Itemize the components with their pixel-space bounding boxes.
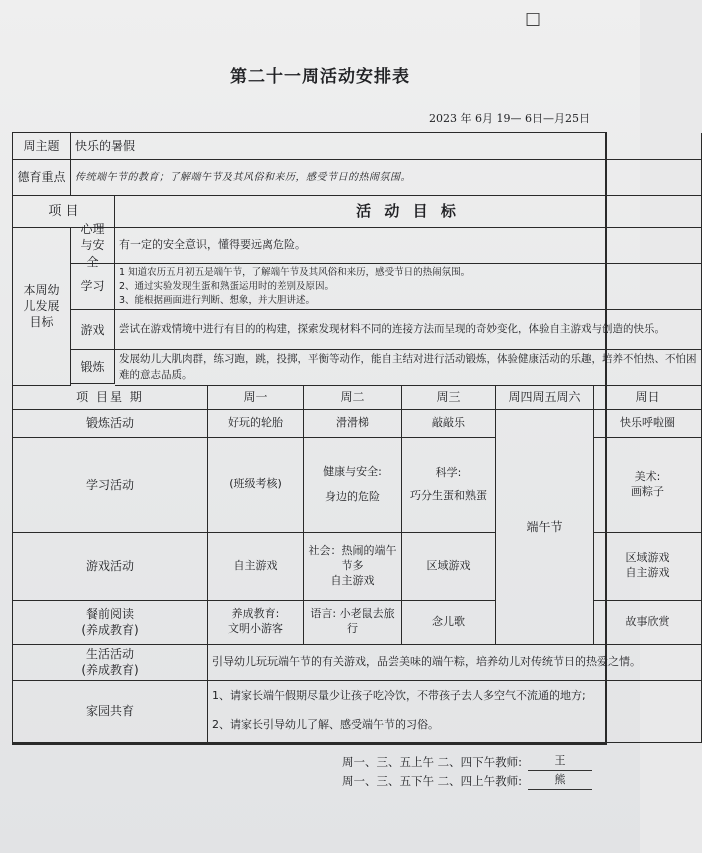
- life-label: [13, 645, 208, 681]
- reading-label-sub: (养成教育): [81, 623, 139, 638]
- home-text: [208, 681, 702, 743]
- holiday-cell: 端午节: [496, 410, 594, 645]
- goal-label-study: 学习: [71, 264, 115, 310]
- schedule-sheet: [12, 132, 697, 745]
- exercise-sun: 快乐呼啦圈: [594, 410, 702, 438]
- exercise-label: 锻炼活动: [13, 410, 208, 438]
- home-line-2: 2、请家长引导幼儿了解、感受端午节的习俗。: [212, 718, 439, 732]
- game-sun-free: 自主游戏: [625, 566, 670, 580]
- home-line-1: 1、请家长端午假期尽量少让孩子吃冷饮，不带孩子去人多空气不流通的地方;: [212, 689, 586, 703]
- footer-line-1: [342, 752, 592, 771]
- study-wed-subject: 科学:: [435, 465, 462, 479]
- footer-line-2: [342, 771, 592, 790]
- header-thu-sat: 周四周五周六: [496, 386, 594, 410]
- page-title: 第二十一周活动安排表: [230, 67, 410, 87]
- moral-label: 德育重点: [13, 160, 71, 196]
- study-mon: (班级考核): [208, 438, 304, 533]
- reading-mon-topic: 文明小游客: [228, 622, 283, 636]
- game-tue-free: 自主游戏: [330, 573, 375, 587]
- study-sun: [594, 438, 702, 533]
- home-label: 家园共育: [13, 681, 208, 743]
- reading-mon: [208, 601, 304, 645]
- study-wed: [402, 438, 496, 533]
- goal-text-exercise: 发展幼儿大肌肉群，练习跑，跳，投掷，平衡等动作，能自主结对进行活动锻炼，体验健康活动的乐趣，培养不怕热、不怕困难的意志品质。: [115, 350, 702, 385]
- theme-value: 快乐的暑假: [71, 133, 702, 160]
- goal-text-study: [115, 264, 702, 310]
- goal-text-game: 尝试在游戏情境中进行有目的的构建，探索发现材料不同的连接方法而呈现的奇妙变化，体验自主游戏与创造的快乐。: [115, 310, 702, 350]
- teacher-footer: [342, 752, 592, 790]
- reading-tue: 语言: 小老鼠去旅行: [304, 601, 402, 645]
- corner-mark: ☐: [525, 10, 542, 31]
- exercise-wed: 敲敲乐: [402, 410, 496, 438]
- schedule-table: [12, 132, 697, 745]
- goals-header-left: 项 目: [13, 196, 115, 228]
- date-range: 2023 年 6月 19— 6日—月25日: [429, 112, 590, 125]
- header-mon: 周一: [208, 386, 304, 410]
- study-label: 学习活动: [13, 438, 208, 533]
- reading-wed: 念儿歌: [402, 601, 496, 645]
- reading-mon-subject: 养成教育:: [231, 607, 280, 621]
- reading-label-main: 餐前阅读: [85, 607, 134, 622]
- footer-schedule-2: 周一、三、五下午 二、四上午教师:: [342, 773, 523, 788]
- schedule-header-item: 项 目星 期: [13, 386, 208, 410]
- study-tue-subject: 健康与安全:: [323, 464, 382, 478]
- moral-value: 传统端午节的教育；了解端午节及其风俗和来历，感受节日的热闹氛围。: [71, 160, 702, 196]
- theme-label: 周主题: [13, 133, 71, 160]
- goals-side-label: 本周幼儿发展目标: [13, 228, 71, 386]
- reading-sun: 故事欣赏: [594, 601, 702, 645]
- exercise-tue: 滑滑梯: [304, 410, 402, 438]
- life-label-main: 生活活动: [85, 647, 134, 662]
- game-sun: [594, 533, 702, 601]
- game-wed: 区域游戏: [402, 533, 496, 601]
- reading-label: [13, 601, 208, 645]
- study-sun-subject: 美术:: [634, 469, 661, 483]
- goal-label-exercise: 锻炼: [71, 350, 115, 384]
- teacher-signature-2: 熊: [528, 771, 592, 790]
- game-label: 游戏活动: [13, 533, 208, 601]
- game-tue: [304, 533, 402, 601]
- game-mon: 自主游戏: [208, 533, 304, 601]
- game-tue-social: 社会：热闹的端午节多: [308, 543, 397, 572]
- teacher-signature-1: 王: [528, 752, 592, 771]
- study-tue: [304, 438, 402, 533]
- exercise-mon: 好玩的轮胎: [208, 410, 304, 438]
- life-label-sub: (养成教育): [81, 663, 139, 678]
- life-text: 引导幼儿玩玩端午节的有关游戏，品尝美味的端午粽，培养幼儿对传统节日的热爱之情。: [208, 645, 702, 681]
- goal-text-safety: 有一定的安全意识，懂得要远离危险。: [115, 228, 702, 264]
- header-sun: 周日: [594, 386, 702, 410]
- footer-schedule-1: 周一、三、五上午 二、四下午教师:: [342, 754, 523, 769]
- goal-label-game: 游戏: [71, 310, 115, 350]
- goal-study-line-1: 1 知道农历五月初五是端午节，了解端午节及其风俗和来历，感受节日的热闹氛围。: [119, 267, 471, 278]
- study-sun-topic: 画粽子: [631, 484, 664, 498]
- study-wed-topic: 巧分生蛋和熟蛋: [410, 488, 487, 502]
- goals-header-right: 活 动 目 标: [115, 196, 702, 228]
- goal-label-safety: 心理与安全: [71, 228, 115, 264]
- game-sun-area: 区域游戏: [625, 551, 670, 565]
- goal-study-line-3: 3、能根据画面进行判断、想象，并大胆讲述。: [119, 294, 316, 306]
- header-tue: 周二: [304, 386, 402, 410]
- study-tue-topic: 身边的危险: [325, 489, 380, 503]
- goal-study-line-2: 2、通过实验发现生蛋和熟蛋运用时的差别及原因。: [119, 280, 335, 292]
- header-wed: 周三: [402, 386, 496, 410]
